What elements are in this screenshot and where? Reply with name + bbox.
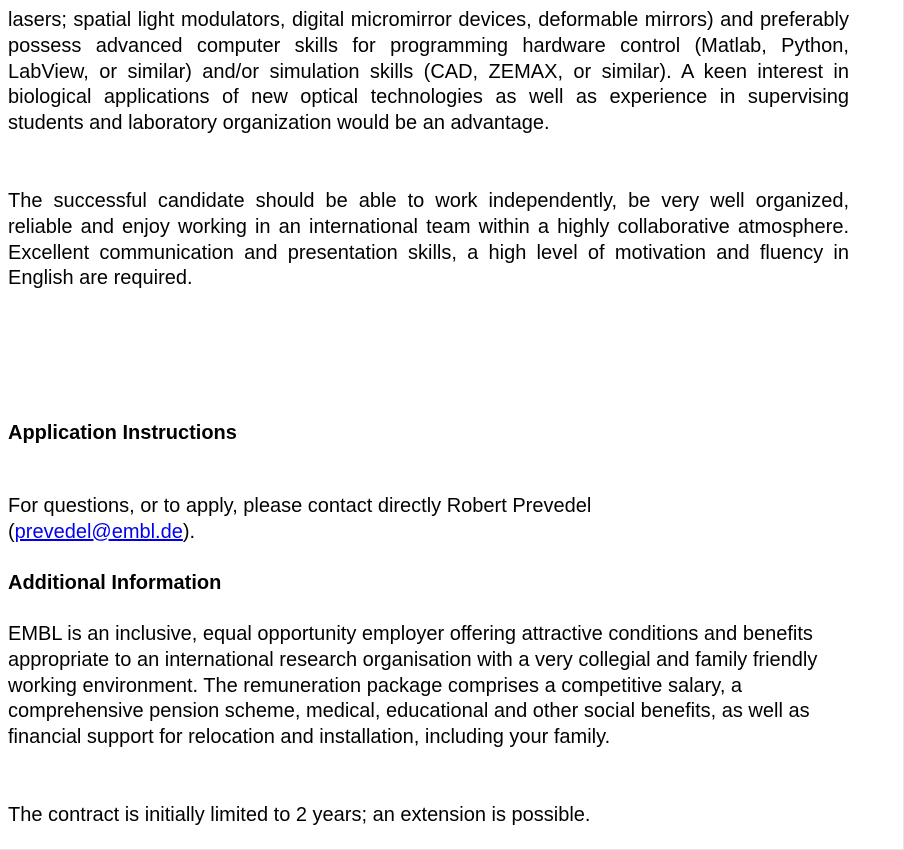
contract-paragraph: The contract is initially limited to 2 years; an extension is possible. <box>8 804 591 826</box>
email-link[interactable]: prevedel@embl.de <box>14 520 183 543</box>
candidate-paragraph: The successful candidate should be able to work independently, be very well organized, reliable and enjoy working in an international team within a highly collaborative atmosphere. Excellent communication and presentation skills, a high level of motivation and fluency in English are required. <box>8 190 849 290</box>
additional-information-heading: Additional Information <box>8 572 222 594</box>
application-text-before: For questions, or to apply, please contact directly Robert Prevedel ( <box>8 495 592 543</box>
requirements-paragraph: lasers; spatial light modulators, digital micromirror devices, deformable mirrors) and preferably possess advanced computer skills for programming hardware control (Matlab, Python, LabView, or similar) and/or simulation skills (CAD, ZEMAX, or similar). A keen interest in biological applications of new optical technologies as well as experience in supervising students and laboratory organization would be an advantage. <box>8 9 849 135</box>
application-instructions-heading: Application Instructions <box>8 422 237 444</box>
application-text-after: ). <box>182 520 196 543</box>
additional-information-paragraph: EMBL is an inclusive, equal opportunity employer offering attractive conditions and benefits appropriate to an international research organisation with a very collegial and family friendly working environment. The remuneration package comprises a competitive salary, a comprehensive pension scheme, medical, educational and other social benefits, as well as financial support for relocation and installation, including your family. <box>8 623 818 749</box>
application-paragraph <box>8 494 708 546</box>
